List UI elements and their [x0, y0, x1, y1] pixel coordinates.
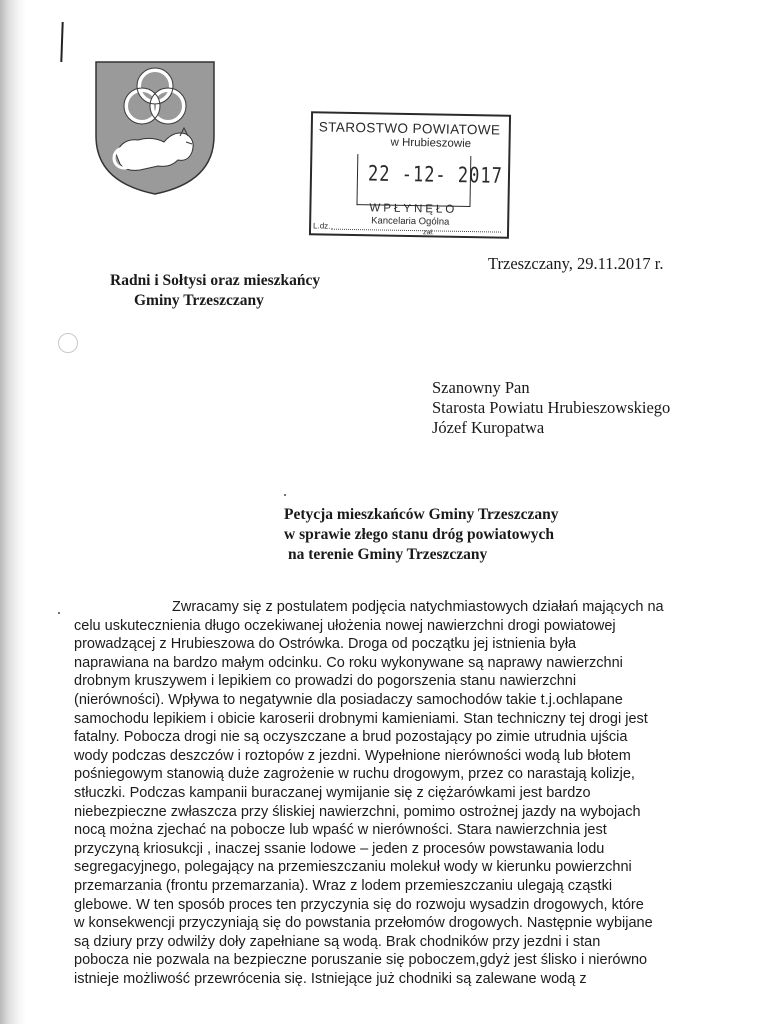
petition-title-line-2: w sprawie złego stanu dróg powiatowych [284, 526, 554, 543]
body-line: stłuczki. Podczas kampanii buraczanej wymijanie się z ciężarówkami jest bardzo [74, 784, 591, 801]
stamp-date: 22 -12- 2017 [367, 161, 504, 190]
body-line: Zwracamy się z postulatem podjęcia natychmiastowych działań mających na [172, 599, 664, 615]
stamp-dotted-line [331, 229, 501, 233]
body-line: przemarzania (frontu przemarzania). Wraz z lodem przemieszczaniu ulegają cząstki [74, 877, 613, 894]
body-line: pośniegowym stanowią duże zagrożenie w ruchu drogowym, przez co narastają kolizje, [74, 766, 635, 783]
body-line: samochodu lepikiem i obicie karoserii drobnymi kamieniami. Stan techniczny tej drogi jest [74, 710, 648, 727]
body-line: drobnym kruszywem i lepikiem co prowadzi do pogorszenia stanu nawierzchni [74, 673, 577, 690]
addressee-salutation: Szanowny Pan [432, 378, 530, 397]
body-line: niebezpieczne zwłaszcza przy śliskiej nawierzchni, pomimo ostrożnej jazdy na wybojach [74, 803, 641, 820]
petition-body [74, 598, 714, 988]
scan-dot [284, 494, 286, 496]
body-line: istnieje możliwość przewrócenia się. Istniejące już chodniki są zalewane wodą z [74, 970, 587, 987]
addressee-title: Starosta Powiatu Hrubieszowskiego [432, 398, 671, 417]
sender-line-1: Radni i Sołtysi oraz mieszkańcy [110, 272, 321, 289]
sender-line-2: Gminy Trzeszczany [134, 292, 264, 309]
scan-dot [58, 612, 60, 614]
body-line: przyczyną kriosukcji , inaczej ssanie lodowe – jeden z procesów powstawania lodu [74, 840, 605, 857]
scan-edge-shadow [0, 0, 26, 1024]
stamp-zal: zał. [422, 229, 434, 237]
body-line: segregacyjnego, polegający na przemieszczaniu molekuł wody w kierunku powierzchni [74, 859, 632, 876]
stamp-date-box [356, 154, 504, 207]
petition-title-line-1: Petycja mieszkańców Gminy Trzeszczany [284, 506, 559, 523]
body-line: prowadzącej z Hrubieszowa do Ostrówka. Droga od początku jej istnienia była [74, 636, 577, 653]
body-line: pobocza nie pozwala na bezpieczne poruszanie się poboczem,gdyż jest ślisko i nierówno [74, 952, 648, 969]
registry-stamp [309, 111, 511, 238]
body-line: są dziury przy odwilży doły zapełniane są wodą. Brak chodników przy jezdni i stan [74, 933, 601, 950]
petition-title-line-3: na terenie Gminy Trzeszczany [288, 546, 488, 563]
stamp-office: Kancelaria Ogólna [371, 215, 450, 228]
pen-mark [60, 22, 63, 62]
body-line: celu uskutecznienia długo oczekiwanej ułożenia nowej nawierzchni drogi powiatowej [74, 617, 616, 634]
body-line: (nierówności). Wpływa to negatywnie dla posiadaczy samochodów takie t.j.ochlapane [74, 691, 623, 708]
punch-hole-mark [58, 333, 78, 353]
body-line: nocą można zjechać na pobocze lub wpaść w nierówności. Stara nawierzchnia jest [74, 822, 607, 839]
addressee-name: Józef Kuropatwa [432, 418, 545, 437]
body-line: w konsekwencji przyczyniają się do powstania przełomów drogowych. Następnie wybijane [74, 915, 653, 932]
stamp-ldz: L.dz. [313, 221, 331, 231]
body-line: naprawiana na bardzo małym odcinku. Co roku wykonywane są naprawy nawierzchni [74, 654, 623, 671]
place-and-date: Trzeszczany, 29.11.2017 r. [488, 254, 664, 273]
stamp-subtitle: w Hrubieszowie [390, 136, 472, 151]
stamp-received: WPŁYNĘŁO [369, 202, 458, 216]
body-line: fatalny. Pobocza drogi nie są oczyszczane a brud pozostający po zimie utrudnia ujścia [74, 729, 628, 746]
stamp-title: STAROSTWO POWIATOWE [318, 119, 501, 138]
body-line: wody podczas deszczów i roztopów z jezdni. Wypełnione nierówności wodą lub błotem [74, 747, 631, 764]
coat-of-arms-emblem [92, 58, 218, 198]
body-line: glebowe. W ten sposób proces ten przyczynia się do rozwoju wysadzin drogowych, które [74, 896, 644, 913]
